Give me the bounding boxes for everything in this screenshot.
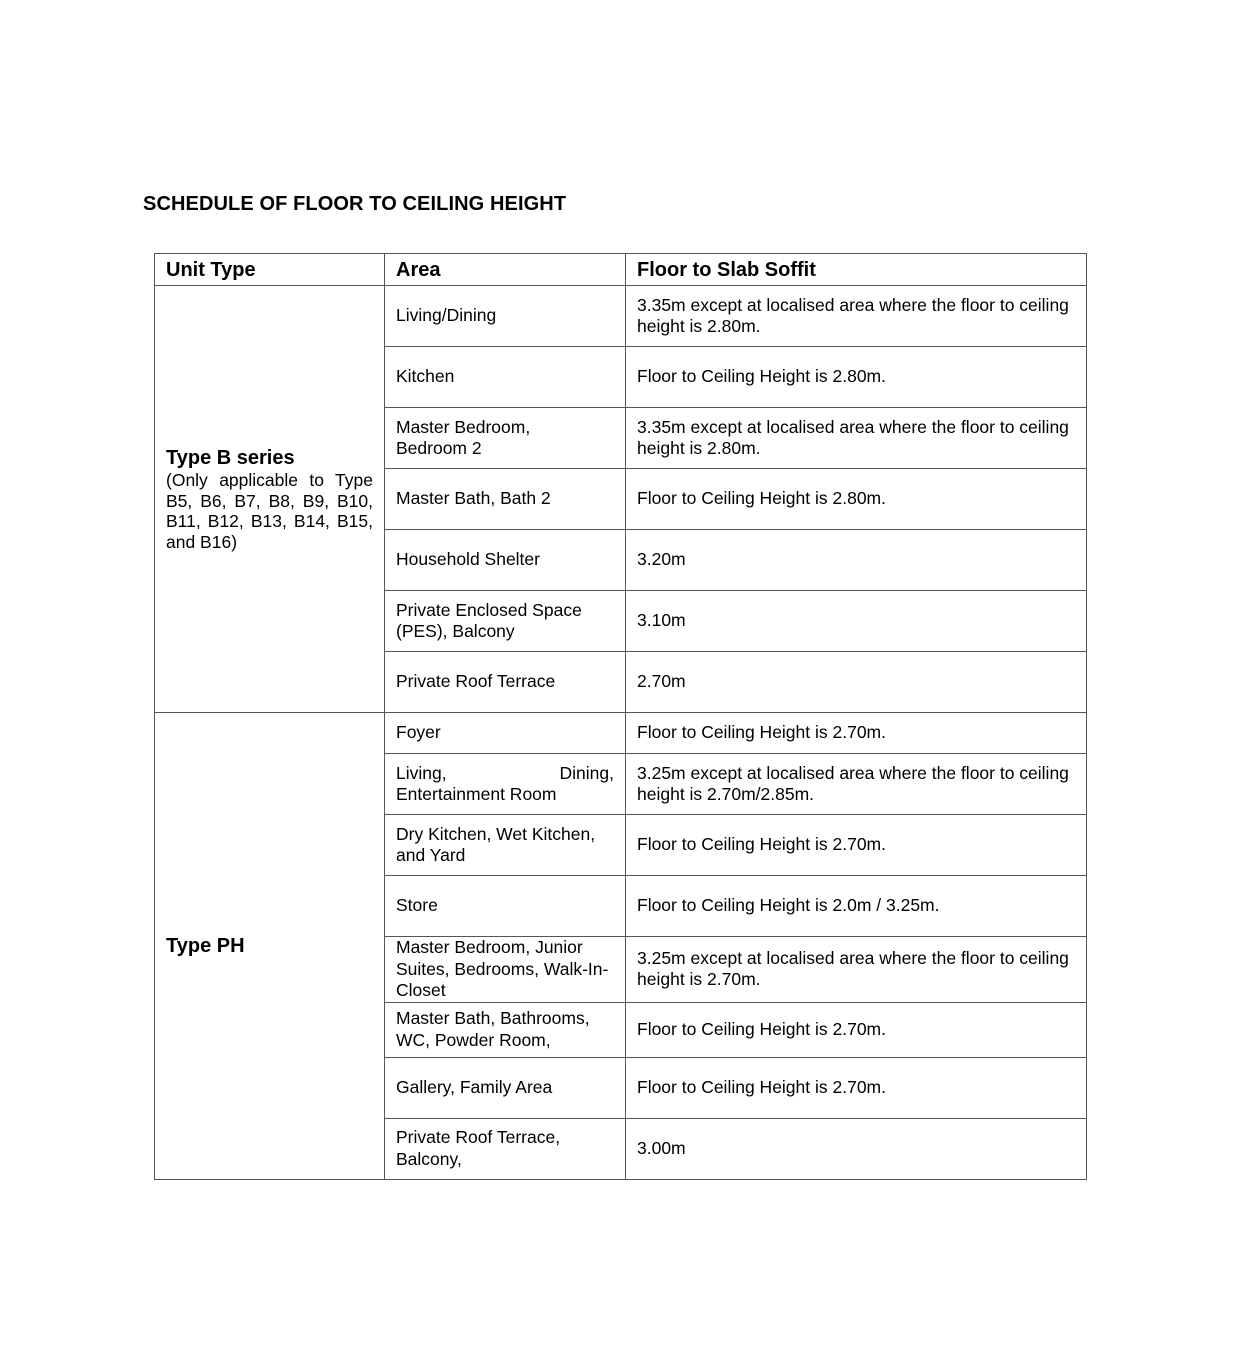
header-area: Area <box>385 254 626 286</box>
area-cell: Store <box>385 876 626 937</box>
area-cell-line: Living, Dining, <box>396 762 614 783</box>
unit-type-name: Type B series <box>166 447 295 469</box>
height-cell: 2.70m <box>626 652 1087 713</box>
height-cell: 3.00m <box>626 1118 1087 1179</box>
header-unit-type: Unit Type <box>155 254 385 286</box>
table-header-row <box>155 254 1087 286</box>
area-cell: Master Bedroom, Junior Suites, Bedrooms, Walk-In-Closet <box>385 937 626 1003</box>
height-cell: Floor to Ceiling Height is 2.80m. <box>626 347 1087 408</box>
height-cell: 3.25m except at localised area where the floor to ceiling height is 2.70m/2.85m. <box>626 754 1087 815</box>
area-cell: Dry Kitchen, Wet Kitchen, and Yard <box>385 815 626 876</box>
header-floor-to-slab-soffit: Floor to Slab Soffit <box>626 254 1087 286</box>
area-cell: Foyer <box>385 713 626 754</box>
height-cell: Floor to Ceiling Height is 2.0m / 3.25m. <box>626 876 1087 937</box>
height-cell: 3.25m except at localised area where the floor to ceiling height is 2.70m. <box>626 937 1087 1003</box>
height-cell: Floor to Ceiling Height is 2.70m. <box>626 1002 1087 1057</box>
height-cell: Floor to Ceiling Height is 2.80m. <box>626 469 1087 530</box>
area-cell: Kitchen <box>385 347 626 408</box>
unit-type-name: Type PH <box>166 934 245 957</box>
area-cell: Living/Dining <box>385 286 626 347</box>
height-cell: 3.20m <box>626 530 1087 591</box>
height-cell: Floor to Ceiling Height is 2.70m. <box>626 713 1087 754</box>
area-cell: Household Shelter <box>385 530 626 591</box>
height-cell: 3.35m except at localised area where the floor to ceiling height is 2.80m. <box>626 286 1087 347</box>
area-cell <box>385 754 626 815</box>
unit-type-note: (Only applicable to Type B5, B6, B7, B8, B9, B10, B11, B12, B13, B14, B15, and B16) <box>166 470 373 552</box>
area-cell: Gallery, Family Area <box>385 1057 626 1118</box>
table-row <box>155 713 1087 754</box>
area-cell: Master Bath, Bathrooms, WC, Powder Room, <box>385 1002 626 1057</box>
floor-height-table <box>154 253 1087 1180</box>
area-cell: Master Bedroom, Bedroom 2 <box>385 408 626 469</box>
area-cell: Private Roof Terrace, Balcony, <box>385 1118 626 1179</box>
area-cell-line: Entertainment Room <box>396 784 557 804</box>
height-cell: Floor to Ceiling Height is 2.70m. <box>626 1057 1087 1118</box>
area-cell: Private Roof Terrace <box>385 652 626 713</box>
page-title: SCHEDULE OF FLOOR TO CEILING HEIGHT <box>143 193 567 215</box>
area-cell: Master Bath, Bath 2 <box>385 469 626 530</box>
table-row <box>155 286 1087 347</box>
unit-type-cell-ph <box>155 713 385 1180</box>
area-cell: Private Enclosed Space (PES), Balcony <box>385 591 626 652</box>
height-cell: 3.35m except at localised area where the floor to ceiling height is 2.80m. <box>626 408 1087 469</box>
height-cell: Floor to Ceiling Height is 2.70m. <box>626 815 1087 876</box>
unit-type-cell-b-series <box>155 286 385 713</box>
height-cell: 3.10m <box>626 591 1087 652</box>
